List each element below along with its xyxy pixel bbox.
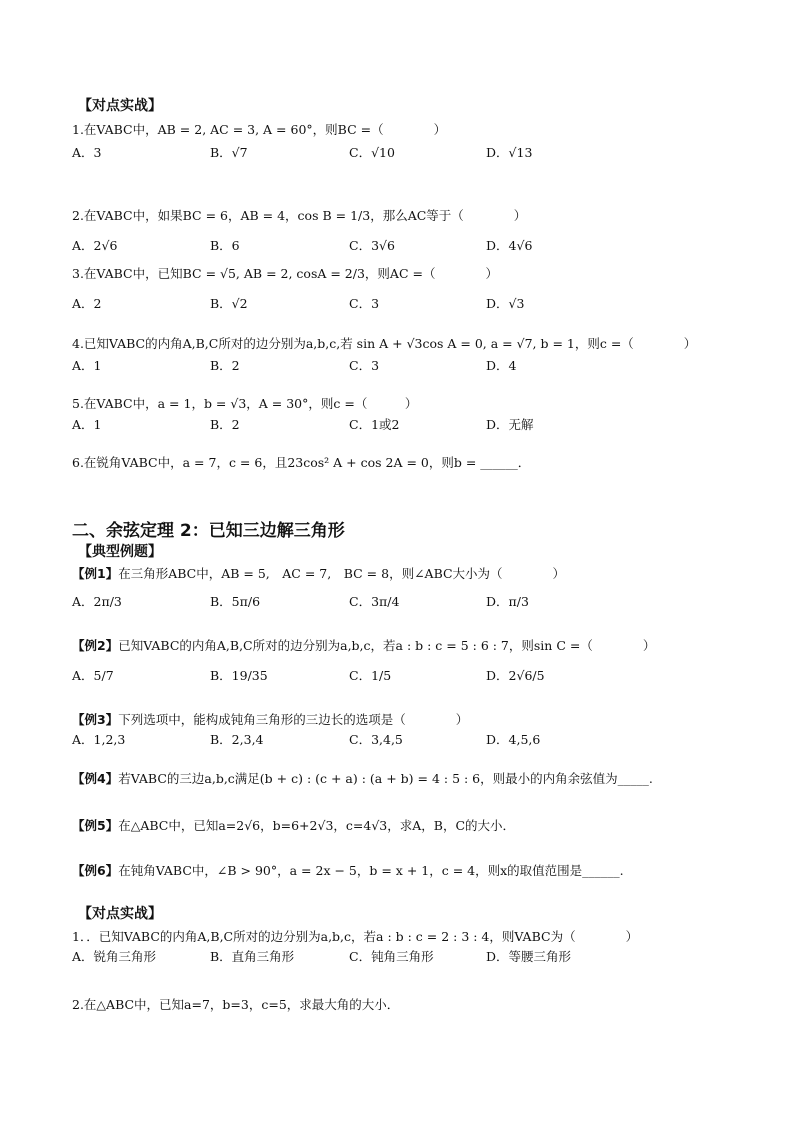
example-stem: 若VABC的三边a,b,c满足(b + c) : (c + a) : (a + b) = 4 : 5 : 6，则最小的内角余弦值为_____. — [118, 771, 653, 786]
option-c: C．3π/4 — [349, 594, 400, 609]
question-6-stem: 6.在锐角VABC中，a = 7，c = 6，且23cos² A + cos 2A = 0，则b = ______． — [72, 455, 531, 470]
example-label: 【例6】 — [72, 863, 119, 878]
question-5-stem: 5.在VABC中，a = 1，b = √3，A = 30°，则c =（ ） — [72, 396, 418, 411]
option-c: C．3,4,5 — [349, 732, 403, 747]
example-4 — [72, 771, 653, 787]
question-1-stem: 1.在VABC中，AB = 2, AC = 3, A = 60°，则BC =（ ） — [72, 122, 447, 137]
section-heading-examples: 【典型例题】 — [78, 544, 162, 560]
example-label: 【例5】 — [72, 818, 119, 833]
example-stem: 在三角形ABC中，AB = 5, AC = 7, BC = 8，则∠ABC大小为（ ） — [118, 566, 566, 581]
example-3 — [72, 712, 468, 728]
example-2 — [72, 638, 655, 654]
example-stem: 已知VABC的内角A,B,C所对的边分别为a,b,c，若a : b : c = 5 : 6 : 7，则sin C =（ ） — [118, 638, 656, 653]
option-b: B．19/35 — [210, 668, 268, 683]
example-label: 【例4】 — [72, 771, 119, 786]
option-c: C．3 — [349, 358, 380, 373]
option-b: B．5π/6 — [210, 594, 261, 609]
example-label: 【例2】 — [72, 638, 119, 653]
example-label: 【例1】 — [72, 566, 119, 581]
option-b: B．2,3,4 — [210, 732, 264, 747]
option-b: B．直角三角形 — [210, 949, 295, 964]
option-d: D．4√6 — [486, 238, 533, 253]
option-c: C．1/5 — [349, 668, 392, 683]
option-d: D．√3 — [486, 296, 525, 311]
option-b: B．√7 — [210, 145, 248, 160]
example-stem: 下列选项中，能构成钝角三角形的三边长的选项是（ ） — [118, 712, 469, 727]
option-c: C．钝角三角形 — [349, 949, 434, 964]
question-4-stem: 4.已知VABC的内角A,B,C所对的边分别为a,b,c,若 sin A + √3cos A = 0, a = √7, b = 1，则c =（ ） — [72, 336, 697, 351]
option-c: C．√10 — [349, 145, 395, 160]
option-a: A．2√6 — [72, 238, 118, 253]
option-d: D．无解 — [486, 417, 534, 432]
question-2-stem: 2.在VABC中，如果BC = 6，AB = 4，cos B = 1/3，那么AC等于（ ） — [72, 208, 527, 223]
example-5 — [72, 818, 515, 834]
option-a: A．2π/3 — [72, 594, 122, 609]
example-6 — [72, 863, 624, 879]
option-a: A．锐角三角形 — [72, 949, 157, 964]
option-b: B．√2 — [210, 296, 248, 311]
practice-1-stem: 1．．已知VABC的内角A,B,C所对的边分别为a,b,c，若a : b : c = 2 : 3 : 4，则VABC为（ ） — [72, 929, 639, 944]
option-d: D．√13 — [486, 145, 533, 160]
question-3-stem: 3.在VABC中，已知BC = √5, AB = 2, cosA = 2/3，则AC =（ ） — [72, 266, 498, 281]
option-a: A．3 — [72, 145, 102, 160]
option-d: D．π/3 — [486, 594, 529, 609]
option-a: A．5/7 — [72, 668, 114, 683]
example-1 — [72, 566, 565, 582]
option-b: B．2 — [210, 417, 240, 432]
option-d: D．等腰三角形 — [486, 949, 572, 964]
option-d: D．2√6/5 — [486, 668, 545, 683]
option-d: D．4 — [486, 358, 517, 373]
option-c: C．3 — [349, 296, 380, 311]
section-heading-practice-2: 【对点实战】 — [78, 906, 162, 922]
option-a: A．1,2,3 — [72, 732, 126, 747]
example-stem: 在△ABC中，已知a=2√6，b=6+2√3，c=4√3，求A，B，C的大小． — [118, 818, 516, 833]
option-d: D．4,5,6 — [486, 732, 541, 747]
option-b: B．6 — [210, 238, 240, 253]
option-a: A．2 — [72, 296, 102, 311]
option-a: A．1 — [72, 358, 102, 373]
option-a: A．1 — [72, 417, 102, 432]
option-c: C．3√6 — [349, 238, 395, 253]
practice-2-stem: 2.在△ABC中，已知a=7，b=3，c=5，求最大角的大小． — [72, 997, 400, 1012]
example-stem: 在钝角VABC中，∠B > 90°，a = 2x − 5，b = x + 1，c = 4，则x的取值范围是______. — [118, 863, 624, 878]
example-label: 【例3】 — [72, 712, 119, 727]
option-b: B．2 — [210, 358, 240, 373]
section-heading-practice-1: 【对点实战】 — [78, 98, 162, 114]
section-title-cosine-law-2: 二、余弦定理 2：已知三边解三角形 — [72, 521, 345, 541]
option-c: C．1或2 — [349, 417, 400, 432]
